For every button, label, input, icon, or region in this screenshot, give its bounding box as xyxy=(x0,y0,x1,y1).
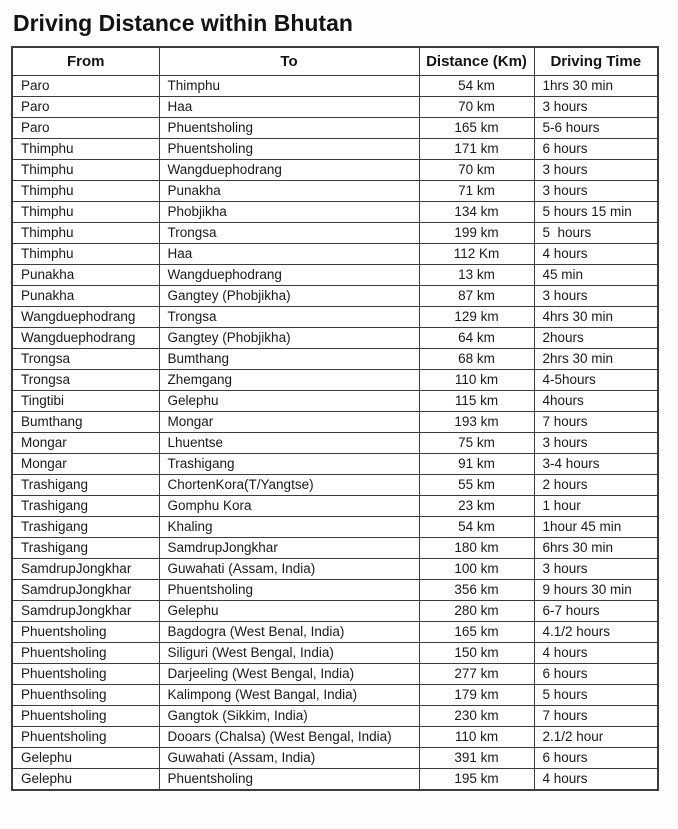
to-cell: Dooars (Chalsa) (West Bengal, India) xyxy=(159,727,419,748)
table-row xyxy=(12,244,658,265)
from-cell: Thimphu xyxy=(12,160,159,181)
from-cell: Trashigang xyxy=(12,538,159,559)
distance-cell: 280 km xyxy=(419,601,534,622)
driving-time-cell: 2hrs 30 min xyxy=(534,349,658,370)
distance-cell: 115 km xyxy=(419,391,534,412)
driving-time-cell: 4 hours xyxy=(534,643,658,664)
to-cell: SamdrupJongkhar xyxy=(159,538,419,559)
table-row xyxy=(12,727,658,748)
to-cell: Punakha xyxy=(159,181,419,202)
driving-time-cell: 3 hours xyxy=(534,559,658,580)
from-cell: Trashigang xyxy=(12,517,159,538)
distance-cell: 391 km xyxy=(419,748,534,769)
driving-time-cell: 4 hours xyxy=(534,244,658,265)
driving-time-cell: 1hrs 30 min xyxy=(534,76,658,97)
distance-cell: 75 km xyxy=(419,433,534,454)
to-cell: Kalimpong (West Bangal, India) xyxy=(159,685,419,706)
from-cell: Phuenthsoling xyxy=(12,685,159,706)
from-cell: Mongar xyxy=(12,454,159,475)
table-row xyxy=(12,622,658,643)
to-cell: Haa xyxy=(159,97,419,118)
col-header-driving-time: Driving Time xyxy=(534,47,658,76)
to-cell: Gelephu xyxy=(159,601,419,622)
driving-time-cell: 4 hours xyxy=(534,769,658,791)
distance-cell: 129 km xyxy=(419,307,534,328)
to-cell: Zhemgang xyxy=(159,370,419,391)
table-row xyxy=(12,391,658,412)
table-row xyxy=(12,202,658,223)
distance-cell: 70 km xyxy=(419,160,534,181)
from-cell: Punakha xyxy=(12,265,159,286)
page-title: Driving Distance within Bhutan xyxy=(13,10,353,36)
to-cell: Gomphu Kora xyxy=(159,496,419,517)
distance-cell: 23 km xyxy=(419,496,534,517)
driving-time-cell: 4hours xyxy=(534,391,658,412)
distance-cell: 134 km xyxy=(419,202,534,223)
to-cell: Bumthang xyxy=(159,349,419,370)
distance-cell: 100 km xyxy=(419,559,534,580)
header-row xyxy=(12,47,658,76)
to-cell: Bagdogra (West Benal, India) xyxy=(159,622,419,643)
distance-cell: 87 km xyxy=(419,286,534,307)
driving-time-cell: 3 hours xyxy=(534,160,658,181)
driving-time-cell: 5 hours xyxy=(534,685,658,706)
driving-time-cell: 4.1/2 hours xyxy=(534,622,658,643)
to-cell: Lhuentse xyxy=(159,433,419,454)
driving-time-cell: 6 hours xyxy=(534,748,658,769)
distance-cell: 13 km xyxy=(419,265,534,286)
to-cell: Phuentsholing xyxy=(159,139,419,160)
from-cell: Phuentsholing xyxy=(12,664,159,685)
distance-cell: 68 km xyxy=(419,349,534,370)
from-cell: Wangduephodrang xyxy=(12,307,159,328)
driving-time-cell: 7 hours xyxy=(534,706,658,727)
driving-time-cell: 4-5hours xyxy=(534,370,658,391)
table-row xyxy=(12,538,658,559)
to-cell: Wangduephodrang xyxy=(159,265,419,286)
from-cell: Thimphu xyxy=(12,139,159,160)
table-row xyxy=(12,181,658,202)
from-cell: Trashigang xyxy=(12,496,159,517)
to-cell: Thimphu xyxy=(159,76,419,97)
to-cell: Haa xyxy=(159,244,419,265)
from-cell: Gelephu xyxy=(12,748,159,769)
table-row xyxy=(12,769,658,791)
driving-time-cell: 3-4 hours xyxy=(534,454,658,475)
from-cell: Punakha xyxy=(12,286,159,307)
distance-cell: 110 km xyxy=(419,727,534,748)
table-row xyxy=(12,370,658,391)
distance-cell: 165 km xyxy=(419,622,534,643)
driving-time-cell: 1 hour xyxy=(534,496,658,517)
driving-time-cell: 6 hours xyxy=(534,139,658,160)
from-cell: Trongsa xyxy=(12,349,159,370)
driving-time-cell: 5 hours 15 min xyxy=(534,202,658,223)
to-cell: Trongsa xyxy=(159,307,419,328)
driving-time-cell: 2.1/2 hour xyxy=(534,727,658,748)
table-row xyxy=(12,433,658,454)
driving-time-cell: 7 hours xyxy=(534,412,658,433)
to-cell: Phobjikha xyxy=(159,202,419,223)
table-row xyxy=(12,286,658,307)
to-cell: Phuentsholing xyxy=(159,769,419,791)
table-row xyxy=(12,664,658,685)
driving-time-cell: 5 hours xyxy=(534,223,658,244)
to-cell: Guwahati (Assam, India) xyxy=(159,748,419,769)
distance-cell: 179 km xyxy=(419,685,534,706)
from-cell: Phuentsholing xyxy=(12,706,159,727)
from-cell: Phuentsholing xyxy=(12,727,159,748)
table-row xyxy=(12,475,658,496)
col-header-distance: Distance (Km) xyxy=(419,47,534,76)
distance-cell: 356 km xyxy=(419,580,534,601)
to-cell: Wangduephodrang xyxy=(159,160,419,181)
to-cell: Khaling xyxy=(159,517,419,538)
col-header-from: From xyxy=(12,47,159,76)
table-row xyxy=(12,454,658,475)
from-cell: Wangduephodrang xyxy=(12,328,159,349)
distance-cell: 64 km xyxy=(419,328,534,349)
distance-cell: 193 km xyxy=(419,412,534,433)
from-cell: SamdrupJongkhar xyxy=(12,559,159,580)
table-row xyxy=(12,328,658,349)
from-cell: Paro xyxy=(12,97,159,118)
from-cell: Thimphu xyxy=(12,181,159,202)
table-row xyxy=(12,97,658,118)
to-cell: Gangtok (Sikkim, India) xyxy=(159,706,419,727)
to-cell: Mongar xyxy=(159,412,419,433)
table-body xyxy=(12,76,658,791)
to-cell: Phuentsholing xyxy=(159,118,419,139)
distance-cell: 110 km xyxy=(419,370,534,391)
distance-cell: 165 km xyxy=(419,118,534,139)
driving-time-cell: 4hrs 30 min xyxy=(534,307,658,328)
table-row xyxy=(12,265,658,286)
table-row xyxy=(12,139,658,160)
from-cell: Trongsa xyxy=(12,370,159,391)
distance-cell: 55 km xyxy=(419,475,534,496)
distance-cell: 54 km xyxy=(419,517,534,538)
table-row xyxy=(12,160,658,181)
driving-time-cell: 3 hours xyxy=(534,433,658,454)
to-cell: Phuentsholing xyxy=(159,580,419,601)
from-cell: Bumthang xyxy=(12,412,159,433)
driving-time-cell: 6-7 hours xyxy=(534,601,658,622)
table-row xyxy=(12,580,658,601)
driving-time-cell: 3 hours xyxy=(534,286,658,307)
table-row xyxy=(12,706,658,727)
to-cell: Trashigang xyxy=(159,454,419,475)
driving-time-cell: 9 hours 30 min xyxy=(534,580,658,601)
to-cell: Darjeeling (West Bengal, India) xyxy=(159,664,419,685)
from-cell: Gelephu xyxy=(12,769,159,791)
from-cell: Mongar xyxy=(12,433,159,454)
from-cell: Trashigang xyxy=(12,475,159,496)
distance-cell: 230 km xyxy=(419,706,534,727)
from-cell: SamdrupJongkhar xyxy=(12,601,159,622)
from-cell: Paro xyxy=(12,76,159,97)
to-cell: Gangtey (Phobjikha) xyxy=(159,328,419,349)
distance-cell: 277 km xyxy=(419,664,534,685)
to-cell: Guwahati (Assam, India) xyxy=(159,559,419,580)
col-header-to: To xyxy=(159,47,419,76)
from-cell: Tingtibi xyxy=(12,391,159,412)
distance-cell: 71 km xyxy=(419,181,534,202)
table-row xyxy=(12,223,658,244)
driving-time-cell: 5-6 hours xyxy=(534,118,658,139)
distance-cell: 54 km xyxy=(419,76,534,97)
distance-cell: 70 km xyxy=(419,97,534,118)
driving-time-cell: 3 hours xyxy=(534,181,658,202)
to-cell: Trongsa xyxy=(159,223,419,244)
driving-time-cell: 6hrs 30 min xyxy=(534,538,658,559)
table-row xyxy=(12,517,658,538)
table-row xyxy=(12,349,658,370)
distance-cell: 199 km xyxy=(419,223,534,244)
table-row xyxy=(12,496,658,517)
driving-time-cell: 3 hours xyxy=(534,97,658,118)
from-cell: SamdrupJongkhar xyxy=(12,580,159,601)
from-cell: Thimphu xyxy=(12,202,159,223)
distance-cell: 180 km xyxy=(419,538,534,559)
distance-cell: 195 km xyxy=(419,769,534,791)
driving-time-cell: 1hour 45 min xyxy=(534,517,658,538)
to-cell: Gangtey (Phobjikha) xyxy=(159,286,419,307)
table-row xyxy=(12,76,658,97)
to-cell: Siliguri (West Bengal, India) xyxy=(159,643,419,664)
from-cell: Thimphu xyxy=(12,223,159,244)
distance-cell: 91 km xyxy=(419,454,534,475)
table-row xyxy=(12,685,658,706)
driving-time-cell: 45 min xyxy=(534,265,658,286)
distance-cell: 150 km xyxy=(419,643,534,664)
table-row xyxy=(12,118,658,139)
to-cell: Gelephu xyxy=(159,391,419,412)
driving-time-cell: 2hours xyxy=(534,328,658,349)
distance-cell: 112 Km xyxy=(419,244,534,265)
to-cell: ChortenKora(T/Yangtse) xyxy=(159,475,419,496)
from-cell: Paro xyxy=(12,118,159,139)
from-cell: Thimphu xyxy=(12,244,159,265)
driving-time-cell: 2 hours xyxy=(534,475,658,496)
table-row xyxy=(12,601,658,622)
driving-time-cell: 6 hours xyxy=(534,664,658,685)
table-row xyxy=(12,643,658,664)
from-cell: Phuentsholing xyxy=(12,643,159,664)
table-row xyxy=(12,307,658,328)
table-row xyxy=(12,748,658,769)
distance-cell: 171 km xyxy=(419,139,534,160)
table-row xyxy=(12,412,658,433)
table-row xyxy=(12,559,658,580)
from-cell: Phuentsholing xyxy=(12,622,159,643)
driving-distance-table xyxy=(11,46,659,791)
